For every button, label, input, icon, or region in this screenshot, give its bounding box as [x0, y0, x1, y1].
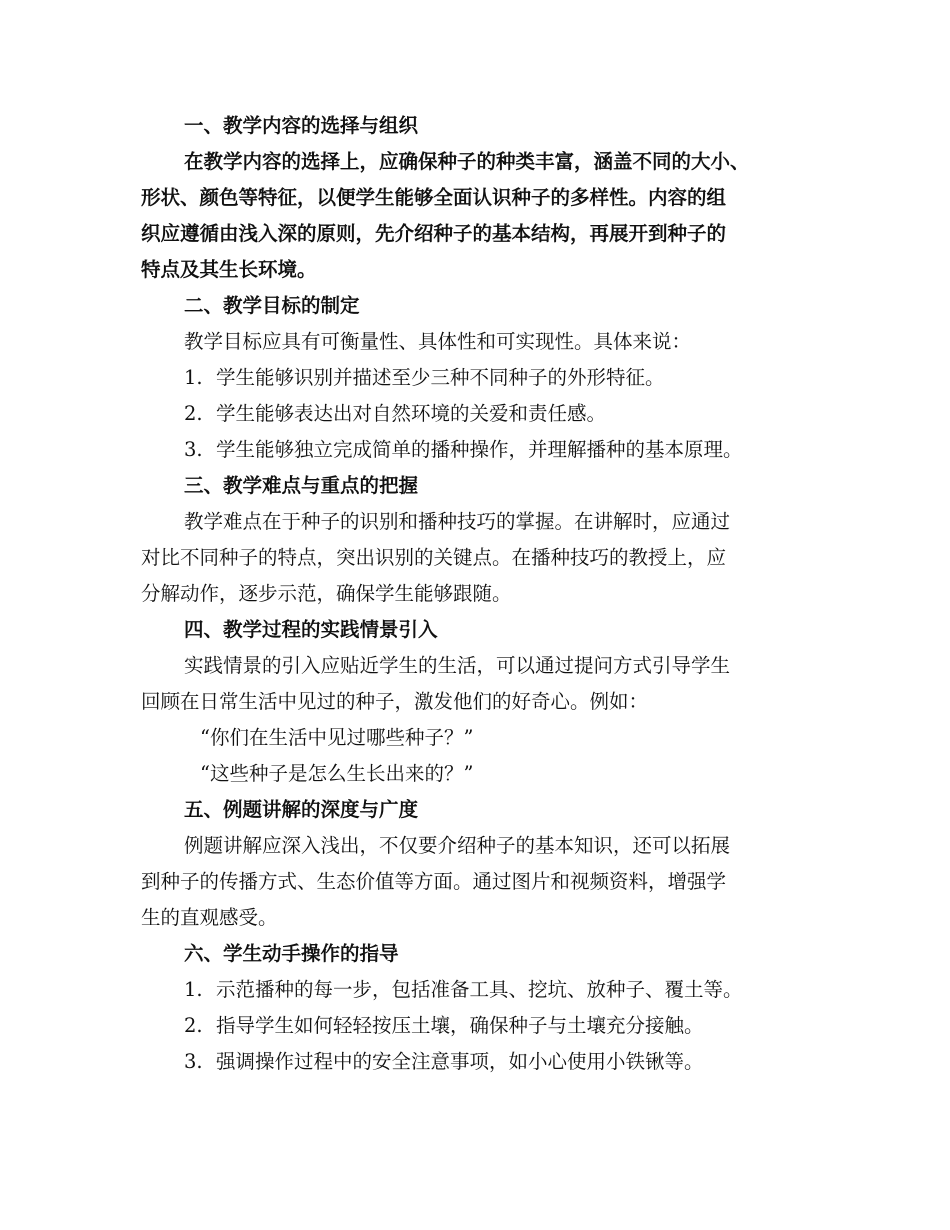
list-item: [141, 360, 805, 396]
section-heading-5: 五、例题讲解的深度与广度: [184, 798, 419, 821]
list-item: [141, 1044, 805, 1080]
list-number: 3.: [184, 438, 203, 461]
section-heading-3: 三、教学难点与重点的把握: [184, 474, 419, 497]
paragraph-line: 特点及其生长环境。: [141, 258, 317, 281]
paragraph-line: 对比不同种子的特点，突出识别的关键点。在播种技巧的教授上，应: [141, 546, 727, 569]
list-item: [141, 396, 805, 432]
paragraph-line: 分解动作，逐步示范，确保学生能够跟随。: [141, 582, 512, 605]
section-heading-4: 四、教学过程的实践情景引入: [184, 618, 438, 641]
list-number: 1.: [184, 366, 203, 389]
list-number: 3.: [184, 1050, 203, 1073]
section-heading-6: 六、学生动手操作的指导: [184, 942, 399, 965]
paragraph-line: 例题讲解应深入浅出，不仅要介绍种子的基本知识，还可以拓展: [184, 834, 731, 857]
list-number: 2.: [184, 1014, 203, 1037]
paragraph-line: 教学目标应具有可衡量性、具体性和可实现性。具体来说：: [184, 330, 692, 353]
list-item: [141, 432, 805, 468]
list-text: 学生能够独立完成简单的播种操作，并理解播种的基本原理。: [216, 438, 743, 461]
list-item: [141, 972, 805, 1008]
paragraph-line: 回顾在日常生活中见过的种子，激发他们的好奇心。例如：: [141, 690, 649, 713]
list-text: 学生能够识别并描述至少三种不同种子的外形特征。: [216, 366, 665, 389]
section-heading-2: 二、教学目标的制定: [184, 294, 360, 317]
paragraph-line: 教学难点在于种子的识别和播种技巧的掌握。在讲解时，应通过: [184, 510, 731, 533]
document-body: [141, 108, 805, 1080]
paragraph-line: 生的直观感受。: [141, 906, 278, 929]
quote-line: “这些种子是怎么生长出来的？”: [200, 762, 474, 785]
list-number: 1.: [184, 978, 203, 1001]
list-item: [141, 1008, 805, 1044]
paragraph-line: 形状、颜色等特征，以便学生能够全面认识种子的多样性。内容的组: [141, 186, 727, 209]
list-text: 指导学生如何轻轻按压土壤，确保种子与土壤充分接触。: [216, 1014, 704, 1037]
list-text: 学生能够表达出对自然环境的关爱和责任感。: [216, 402, 607, 425]
paragraph-line: 实践情景的引入应贴近学生的生活，可以通过提问方式引导学生: [184, 654, 731, 677]
paragraph-line: 到种子的传播方式、生态价值等方面。通过图片和视频资料，增强学: [141, 870, 727, 893]
section-heading-1: 一、教学内容的选择与组织: [184, 114, 419, 137]
quote-line: “你们在生活中见过哪些种子？”: [200, 726, 474, 749]
list-number: 2.: [184, 402, 203, 425]
paragraph-line: 在教学内容的选择上，应确保种子的种类丰富，涵盖不同的大小、: [184, 150, 750, 173]
paragraph-line: 织应遵循由浅入深的原则，先介绍种子的基本结构，再展开到种子的: [141, 222, 727, 245]
list-text: 示范播种的每一步，包括准备工具、挖坑、放种子、覆土等。: [216, 978, 743, 1001]
list-text: 强调操作过程中的安全注意事项，如小心使用小铁锹等。: [216, 1050, 704, 1073]
